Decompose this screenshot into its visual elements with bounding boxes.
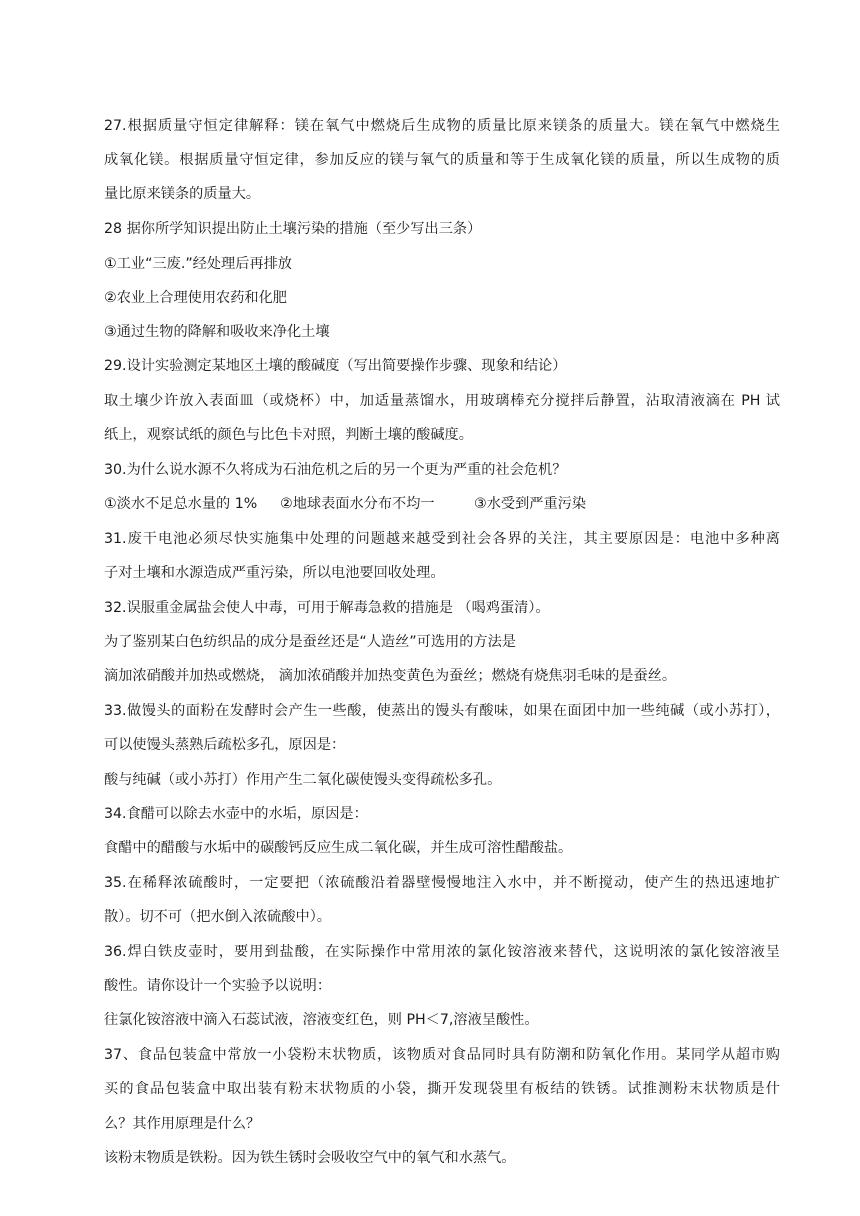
q37-answer: 该粉末物质是铁粉。因为铁生锈时会吸收空气中的氧气和水蒸气。 [104, 1150, 516, 1166]
q30-answer-3: ③水受到严重污染 [474, 496, 587, 512]
q33-line-2: 可以使馒头蒸熟后疏松多孔，原因是： [104, 737, 346, 753]
q37-line-1: 37、食品包装盒中常放一小袋粉末状物质，该物质对食品同时具有防潮和防氧化作用。某同学从超市购 [104, 1047, 780, 1063]
q34-answer: 食醋中的醋酸与水垢中的碳酸钙反应生成二氧化碳，并生成可溶性醋酸盐。 [104, 840, 573, 856]
q33-line-1: 33.做馒头的面粉在发酵时会产生一些酸，使蒸出的馒头有酸味，如果在面团中加一些纯碱（或小苏打）， [104, 703, 780, 719]
q30-question: 30.为什么说水源不久将成为石油危机之后的另一个更为严重的社会危机？ [104, 462, 567, 478]
q32-sub-question: 为了鉴别某白色纺织品的成分是蚕丝还是“人造丝”可选用的方法是 [104, 634, 516, 650]
q27-line-2: 成氧化镁。根据质量守恒定律，参加反应的镁与氧气的质量和等于生成氧化镁的质量，所以生成物的质 [104, 152, 780, 168]
q36-answer: 往氯化铵溶液中滴入石蕊试液，溶液变红色，则 PH＜7,溶液呈酸性。 [104, 1012, 539, 1028]
q36-line-2: 酸性。请你设计一个实验予以说明： [104, 978, 332, 994]
q32-answer: 滴加浓硝酸并加热或燃烧， 滴加浓硝酸并加热变黄色为蚕丝；燃烧有烧焦羽毛味的是蚕丝。 [104, 668, 677, 684]
q27-line-3: 量比原来镁条的质量大。 [104, 186, 261, 202]
q29-answer-line-2: 纸上，观察试纸的颜色与比色卡对照，判断土壤的酸碱度。 [104, 427, 473, 443]
q32-question: 32.误服重金属盐会使人中毒，可用于解毒急救的措施是 （喝鸡蛋清）。 [104, 600, 550, 616]
q31-line-1: 31.废干电池必须尽快实施集中处理的问题越来越受到社会各界的关注，其主要原因是：电池中多种离 [104, 531, 780, 547]
q30-answer-1: ①淡水不足总水量的 1% [104, 496, 258, 512]
q34-question: 34.食醋可以除去水壶中的水垢，原因是： [104, 806, 368, 822]
q30-answer-2: ②地球表面水分布不均一 [280, 496, 435, 512]
q28-answer-2: ②农业上合理使用农药和化肥 [104, 290, 287, 306]
q36-line-1: 36.焊白铁皮壶时，要用到盐酸，在实际操作中常用浓的氯化铵溶液来替代，这说明浓的氯化铵溶液呈 [104, 944, 780, 960]
q37-line-3: 么？其作用原理是什么？ [104, 1116, 261, 1132]
q28-answer-1: ①工业“三废.”经处理后再排放 [104, 256, 292, 272]
q31-line-2: 子对土壤和水源造成严重污染，所以电池要回收处理。 [104, 565, 445, 581]
q28-question: 28 据你所学知识提出防止土壤污染的措施（至少写出三条） [104, 221, 482, 237]
q35-line-2: 散）。切不可（把水倒入浓硫酸中）。 [104, 909, 331, 925]
q28-answer-3: ③通过生物的降解和吸收来净化土壤 [104, 324, 330, 340]
q29-answer-line-1: 取土壤少许放入表面皿（或烧杯）中，加适量蒸馏水，用玻璃棒充分搅拌后静置，沾取清液滴在 PH 试 [104, 393, 780, 409]
q30-answers [104, 494, 780, 514]
q37-line-2: 买的食品包装盒中取出装有粉末状物质的小袋，撕开发现袋里有板结的铁锈。试推测粉末状物质是什 [104, 1081, 780, 1097]
q29-question: 29.设计实验测定某地区土壤的酸碱度（写出简要操作步骤、现象和结论） [104, 358, 567, 374]
q27-line-1: 27.根据质量守恒定律解释：镁在氧气中燃烧后生成物的质量比原来镁条的质量大。镁在氧气中燃烧生 [104, 118, 780, 134]
q33-answer: 酸与纯碱（或小苏打）作用产生二氧化碳使馒头变得疏松多孔。 [104, 772, 502, 788]
q35-line-1: 35.在稀释浓硫酸时，一定要把（浓硫酸沿着器壁慢慢地注入水中，并不断搅动，使产生的热迅速地扩 [104, 875, 780, 891]
